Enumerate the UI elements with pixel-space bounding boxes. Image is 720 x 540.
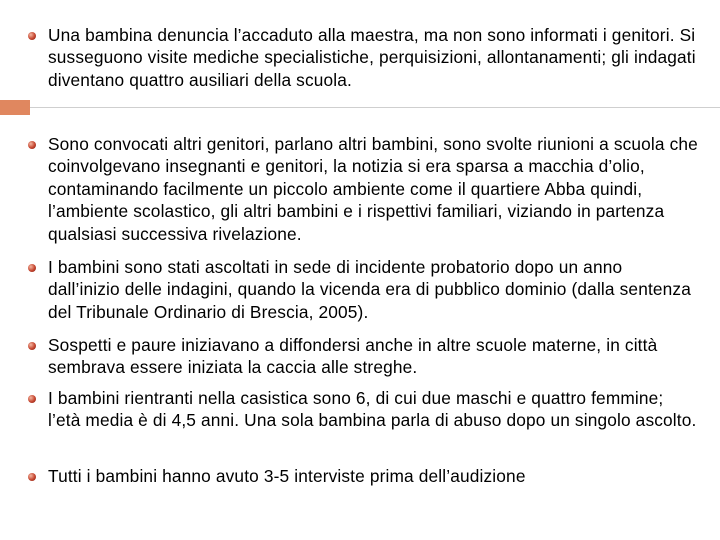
bullet-item: [48, 133, 698, 245]
bullet-item: [48, 24, 698, 91]
bullet-text: I bambini sono stati ascoltati in sede di incidente probatorio dopo un anno dall’inizio delle indagini, quando la vicenda era di pubblico dominio (dalla sentenza del Tribunale Ordinario di Brescia, 2005).: [48, 257, 691, 322]
bullet-text: I bambini rientranti nella casistica sono 6, di cui due maschi e quattro femmine; l’età media è di 4,5 anni. Una sola bambina parla di abuso dopo un singolo ascolto.: [48, 388, 697, 431]
bullet-dot-icon: [28, 141, 36, 149]
bullet-item: [48, 256, 698, 323]
bullet-item: [48, 334, 698, 379]
bullet-dot-icon: [28, 264, 36, 272]
bullet-text: Sospetti e paure iniziavano a diffondersi anche in altre scuole materne, in città sembrava essere iniziata la caccia alle streghe.: [48, 335, 658, 378]
bullet-item: [48, 387, 698, 432]
bullet-dot-icon: [28, 473, 36, 481]
bullet-text: Una bambina denuncia l’accaduto alla maestra, ma non sono informati i genitori. Si susseguono visite mediche specialistiche, perquisizioni, allontanamenti; gli indagati diventano quattro ausiliari della scuola.: [48, 25, 696, 90]
accent-block: [0, 100, 30, 115]
bullet-dot-icon: [28, 32, 36, 40]
bullet-dot-icon: [28, 342, 36, 350]
bullet-item: [48, 465, 698, 487]
bullet-text: Sono convocati altri genitori, parlano altri bambini, sono svolte riunioni a scuola che coinvolgevano insegnanti e genitori, la notizia si era sparsa a macchia d’olio, contaminando facilmente un piccolo ambiente come il quartiere Abba quindi, l’ambiente scolastico, gli altri bambini e i rispettivi familiari, viziando in partenza qualsiasi successiva rivelazione.: [48, 134, 698, 244]
accent-divider: [30, 107, 720, 108]
bullet-text: Tutti i bambini hanno avuto 3-5 interviste prima dell’audizione: [48, 466, 526, 486]
bullet-dot-icon: [28, 395, 36, 403]
